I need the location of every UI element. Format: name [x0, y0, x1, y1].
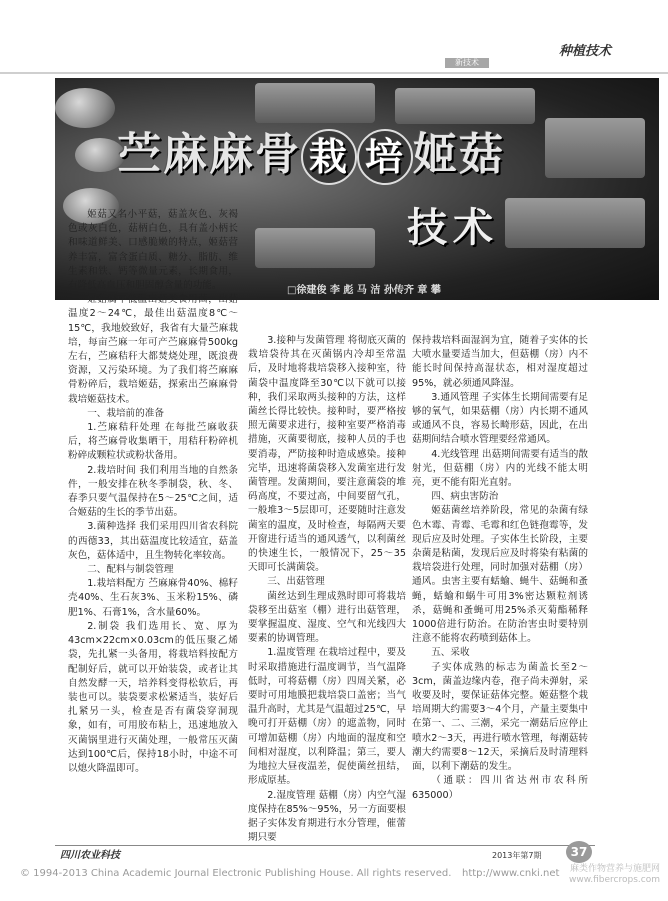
section-heading: 三、出菇管理 [267, 576, 325, 588]
title-part-1: 苎麻麻骨 [117, 129, 301, 180]
journal-name: 四川农业科技 [60, 850, 120, 861]
article-title [117, 118, 505, 185]
copyright-notice: © 1994-2013 China Academic Journal Electronic Publishing House. All rights reserved. [20, 868, 452, 879]
contact-info: （通联：四川省达州市农科所 635000） [412, 775, 588, 801]
section-heading: 二、配料与制袋管理 [87, 564, 174, 576]
mushroom-cluster [55, 88, 115, 128]
paragraph: 2.湿度管理 菇棚（房）内空气湿度保持在85%～95%，另一方面要根据子实体发育期进行水分管理，催蕾期只要 [248, 789, 406, 844]
paragraph: 子实体成熟的标志为菌盖长至2～3cm，菌盖边缘内卷，孢子尚未弹射，采收要及时，要保证菇体完整。姬菇整个栽培周期大约需要3～4个月，产量主要集中在第一、二、三潮，采完一潮菇后应停止喷水2～3天，再进行喷水管理，每潮菇转潮大约需要8～12天，采摘后及时清理料面，以利下潮菇的发生。 [412, 661, 588, 773]
mushroom-bag [545, 118, 645, 178]
paragraph: 2.制袋 我们选用长、宽、厚为43cm×22cm×0.03cm的低压聚乙烯袋，先扎紧一头备用，将栽培料按配方配制好后，就可以开始装袋，或者让其自然发酵一天，培养料变得松软后，再装也可以。装袋要求松紧适当，装好后扎紧另一头，检查是否有菌袋穿洞现象，如有，可用胶布粘上，迅速地放入灭菌锅里进行灭菌处理，一般常压灭菌达到100℃后，保持18小时，中途不可以熄火降温即可。 [68, 620, 238, 774]
mushroom-bag [505, 198, 645, 248]
section-heading: 一、栽培前的准备 [87, 407, 164, 419]
paragraph: 姬菇菌丝培养阶段，常见的杂菌有绿色木霉、青霉、毛霉和红色链孢霉等，发现后应及时处理。子实体生长阶段，主要杂菌是粘菌，发现后应及时将染有粘菌的栽培袋进行处理，同时加强对菇棚（房）通风。虫害主要有蛞蝓、蝇牛、菇蝇和蚤蝇，蛞蝓和蜗牛可用3%密达颗粒剂诱杀，菇蝇和蚤蝇可用25%杀灭菊酯稀释1000倍进行防治。在防治害虫时要特别注意不能将农药喷到菇体上。 [412, 505, 588, 645]
text-column-3 [412, 334, 588, 803]
section-heading: 四、病虫害防治 [431, 491, 499, 503]
section-heading: 五、采收 [431, 647, 470, 659]
title-circle-2: 培 [357, 129, 413, 185]
paragraph: 3.接种与发菌管理 将彻底灭菌的栽培袋待其在灭菌锅内冷却至常温后，及时地将栽培袋移入接种室，待菌袋中温度降至30℃以下就可以接种，我们采取两头接种的方法，这样菌丝长得比较快。接种时，要严格按照无菌要求进行，接种室要严格消毒措施，灭菌要彻底，接种人员的手也要消毒，严防接种时造成感染。接种完毕，迅速将菌袋移入发菌室进行发菌管理。发菌期间，要注意菌袋的堆码高度，不要过高，中间要留气孔，一般堆3～5层即可，还要随时注意发菌室的温度，及时检查，每隔两天要开窗进行适当的通风透气，以利菌丝的快速生长，一般情况下，25～35天即可长满菌袋。 [248, 335, 406, 574]
section-tag: 种植技术 [558, 43, 611, 59]
page-number: 37 [566, 841, 592, 863]
text-column-1 [68, 208, 238, 776]
issue-label: 2013年第7期 [492, 851, 542, 860]
watermark: 麻类作物营养与施肥网 www.fibercrops.com [569, 864, 660, 885]
paragraph: 菌丝达到生理成熟时即可将栽培袋移至出菇室（棚）进行出菇管理，要掌握温度、湿度、空气和光线四大要素的协调管理。 [248, 590, 406, 645]
mushroom-bag [255, 228, 375, 268]
paragraph: 2.栽培时间 我们利用当地的自然条件，一般安排在秋冬季制袋，秋、冬、春季只要气温保持在5～25℃之间，适合姬菇的生长的季节出菇。 [68, 464, 238, 519]
article-title-line-2: 技术 [407, 205, 499, 251]
paragraph: 保持栽培料面湿润为宜，随着子实体的长大喷水量要适当加大，但菇棚（房）内不能长时间保持高湿状态，相对湿度超过95%，就必须通风降湿。 [412, 335, 588, 389]
mushroom-bag [255, 83, 375, 123]
title-part-2: 姬菇 [413, 129, 505, 180]
paragraph: 姬菇又名小平菇，菇盖灰色、灰褐色或灰白色，菇柄白色，具有盖小柄长和味道鲜美、口感脆嫩的特点，姬菇营养丰富，富含蛋白质、糖分、脂肪、维生素和铁、钙等微量元素，长期食用，有降低高血压和胆固醇含量的功能。 [68, 209, 238, 292]
section-subtag: 新技术 [445, 58, 489, 68]
paragraph: 3.通风管理 子实体生长期间需要有足够的氧气，如果菇棚（房）内长期不通风或通风不良，容易长畸形菇，因此，在出菇期间结合喷水管理要经常通风。 [412, 391, 588, 446]
header-divider [0, 72, 668, 74]
paragraph: 姬菇属中低温出菇类食用菌，出菇温度2～24℃，最佳出菇温度8℃～15℃，我地姣致好，我省有大量苎麻栽培，每亩苎麻一年可产苎麻麻骨500kg左右，苎麻秸秆大都焚烧处理，既浪费资源，又污染环境。为了我们将苎麻麻骨粉碎后，栽培姬菇，探索出苎麻麻骨栽培姬菇技术。 [68, 294, 238, 405]
paragraph: 1.苎麻秸秆处理 在每批苎麻收获后，将苎麻骨收集晒干，用秸秆粉碎机粉碎成颗粒状或粉状备用。 [68, 422, 238, 462]
footer-divider [55, 845, 595, 846]
cnki-link[interactable]: http://www.cnki.net [462, 868, 560, 879]
paragraph: 4.光线管理 出菇期间需要有适当的散射光，但菇棚（房）内的光线不能太明亮，更不能有阳光直射。 [412, 448, 588, 489]
title-circle-1: 栽 [301, 129, 357, 185]
article-authors: □徐建俊 李 彪 马 洁 孙传齐 章 攀 [287, 285, 441, 296]
paragraph: 3.菌种选择 我们采用四川省农科院的西德33，其出菇温度比较适宜，菇盖灰色，菇体适中，且生物转化率较高。 [68, 521, 238, 561]
paragraph: 1.栽培料配方 苎麻麻骨40%、棉籽壳40%、生石灰3%、玉米粉15%、磷肥1%、石膏1%，含水量60%。 [68, 578, 238, 618]
paragraph: 1.温度管理 在栽培过程中，要及时采取措施进行温度调节，当气温降低时，可将菇棚（房）四周关紧，必要时可用地膜把栽培袋口盖密；当气温升高时，尤其是气温超过25℃，早晚可打开菇棚（房）的遮盖物，同时可增加菇棚（房）内地面的湿度和空间相对湿度，以利降温；第三，要人为地拉大昼夜温差，促使菌丝扭结，形成原基。 [248, 647, 406, 787]
text-column-2 [248, 334, 406, 845]
